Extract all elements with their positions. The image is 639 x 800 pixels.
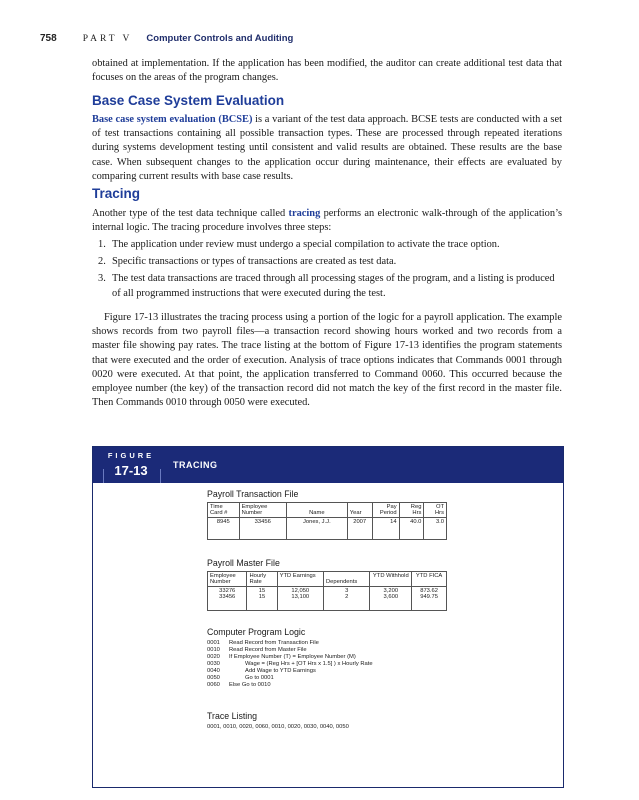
column-header: Employee Number — [239, 503, 286, 518]
tracing-intro — [92, 207, 562, 235]
logic-title: Computer Program Logic — [207, 627, 306, 637]
cell-value: 949.75 — [420, 594, 438, 600]
table-header-row — [208, 503, 447, 518]
figure-banner — [93, 447, 563, 483]
step-number: 3. — [98, 273, 106, 285]
column-header: Time Card # — [208, 503, 240, 518]
cell-value: 33456 — [219, 594, 236, 600]
bcse-paragraph — [92, 113, 562, 184]
logic-line — [207, 640, 447, 647]
logic-line — [207, 654, 447, 661]
column-header: Reg Hrs — [399, 503, 424, 518]
cell-value: 3 — [345, 588, 349, 594]
bcse-body: is a variant of the test data approach. BCSE tests are conducted with a set of test transactions containing all possible transaction types. These are processed through repeated iterations during systems development testing until consistent and valid results are obtained. These results are the base case. When subsequent changes to the application occur during maintenance, their effects are evaluated by comparing current results with base case results. — [92, 114, 562, 182]
tracing-heading: Tracing — [92, 186, 141, 201]
line-text: Wage = (Reg Hrs + [OT Hrs x 1.5] ) x Hourly Rate — [245, 661, 373, 667]
figure-number: 17-13 — [114, 463, 148, 478]
figure-17-13 — [92, 446, 564, 788]
tracing-paragraph: Figure 17-13 illustrates the tracing process using a portion of the logic for a payroll application. The example shows records from two payroll files—a transaction record showing hours worked and two records from a master file showing pay rates. The trace listing at the bottom of Figure 17-13 identifies the program statements that were executed and the order of execution. Analysis of trace options indicates that Commands 0001 through 0020 were executed. At that point, the application transferred to Command 0060. This occurred because the employee number (the key) of the transaction record did not match the key of the first record in the master file. Then Commands 0010 through 0050 were executed. — [92, 312, 562, 409]
table-cell: 40.0 — [399, 518, 424, 540]
logic-line — [207, 682, 447, 689]
column-header: YTD Withhold — [370, 572, 412, 587]
figure-word: FIGURE — [107, 451, 155, 460]
line-text: Read Record from Transaction File — [229, 640, 319, 646]
table-cell — [370, 587, 412, 611]
line-text: Go to 0001 — [245, 675, 274, 681]
table-cell: 33456 — [239, 518, 286, 540]
logic-line — [207, 647, 447, 654]
tracing-intro-post: performs an electronic walk-through of the application’s internal logic. The tracing procedure involves three steps: — [92, 208, 562, 234]
step-item — [92, 238, 562, 252]
cell-value: 2 — [345, 594, 349, 600]
column-header: Employee Number — [208, 572, 247, 587]
step-text: The test data transactions are traced through all processing stages of the program, and a listing is produced of all programmed instructions that were executed during the test. — [112, 273, 555, 299]
trace-listing: 0001, 0010, 0020, 0060, 0010, 0020, 0030, 0040, 0050 — [207, 724, 349, 730]
column-header: Hourly Rate — [247, 572, 277, 587]
table-cell: Jones, J.J. — [286, 518, 347, 540]
figure-content — [207, 489, 447, 730]
cell-value: 13,100 — [291, 594, 310, 600]
line-text: Read Record from Master File — [229, 647, 307, 653]
line-text: If Employee Number (T) = Employee Number (M) — [229, 654, 356, 660]
line-code: 0060 — [207, 682, 220, 688]
table-cell: 2007 — [347, 518, 372, 540]
transaction-file-title: Payroll Transaction File — [207, 489, 299, 499]
column-header: YTD Earnings — [277, 572, 323, 587]
column-header: Name — [286, 503, 347, 518]
table-row — [208, 518, 447, 540]
step-number: 2. — [98, 256, 106, 268]
table-cell: 14 — [372, 518, 399, 540]
table-cell: 8945 — [208, 518, 240, 540]
line-code: 0001 — [207, 640, 220, 646]
step-number: 1. — [98, 239, 106, 250]
step-item — [92, 272, 562, 300]
bcse-term: Base case system evaluation (BCSE) — [92, 114, 253, 125]
cell-value: 33276 — [219, 588, 236, 594]
figure-title: TRACING — [173, 460, 218, 470]
table-cell — [247, 587, 277, 611]
line-code: 0010 — [207, 647, 220, 653]
tracing-term: tracing — [288, 208, 321, 219]
cell-value: 15 — [258, 594, 266, 600]
line-text: Else Go to 0010 — [229, 682, 271, 688]
cell-value: 12,050 — [291, 588, 310, 594]
transaction-table — [207, 502, 447, 540]
column-header: OT Hrs — [424, 503, 447, 518]
cell-value: 873.62 — [420, 588, 438, 594]
tracing-steps — [92, 238, 562, 304]
chapter-title: Computer Controls and Auditing — [146, 33, 294, 44]
intro-paragraph: obtained at implementation. If the application has been modified, the auditor can create additional test data that focuses on the areas of the program changes. — [92, 58, 562, 84]
column-header: Pay Period — [372, 503, 399, 518]
line-code: 0050 — [207, 675, 220, 681]
logic-line — [207, 675, 447, 682]
bcse-heading: Base Case System Evaluation — [92, 93, 285, 108]
table-row — [208, 587, 447, 611]
line-code: 0020 — [207, 654, 220, 660]
line-code: 0040 — [207, 668, 220, 674]
part-label: PART V — [82, 34, 133, 44]
cell-value: 3,200 — [383, 588, 399, 594]
table-cell — [412, 587, 447, 611]
column-header: Year — [347, 503, 372, 518]
line-code: 0030 — [207, 661, 220, 667]
step-text: Specific transactions or types of transactions are created as test data. — [112, 256, 397, 268]
column-header: YTD FICA — [412, 572, 447, 587]
master-file-title: Payroll Master File — [207, 558, 280, 568]
table-cell — [324, 587, 370, 611]
tracing-intro-pre: Another type of the test data technique called — [92, 208, 289, 219]
table-header-row — [208, 572, 447, 587]
line-text: Add Wage to YTD Earnings — [245, 668, 316, 674]
cell-value: 15 — [258, 588, 266, 594]
table-cell: 3.0 — [424, 518, 447, 540]
page-number: 758 — [40, 33, 57, 44]
step-text: The application under review must undergo a special compilation to activate the trace option. — [112, 239, 500, 250]
figure-label — [103, 451, 159, 478]
trace-title: Trace Listing — [207, 711, 258, 721]
cell-value: 3,600 — [383, 594, 399, 600]
running-head — [40, 33, 600, 44]
column-header: Dependents — [324, 572, 370, 587]
logic-line — [207, 661, 447, 668]
logic-line — [207, 668, 447, 675]
step-item — [92, 255, 562, 269]
table-cell — [277, 587, 323, 611]
table-cell — [208, 587, 247, 611]
master-table — [207, 571, 447, 611]
program-logic — [207, 640, 447, 689]
